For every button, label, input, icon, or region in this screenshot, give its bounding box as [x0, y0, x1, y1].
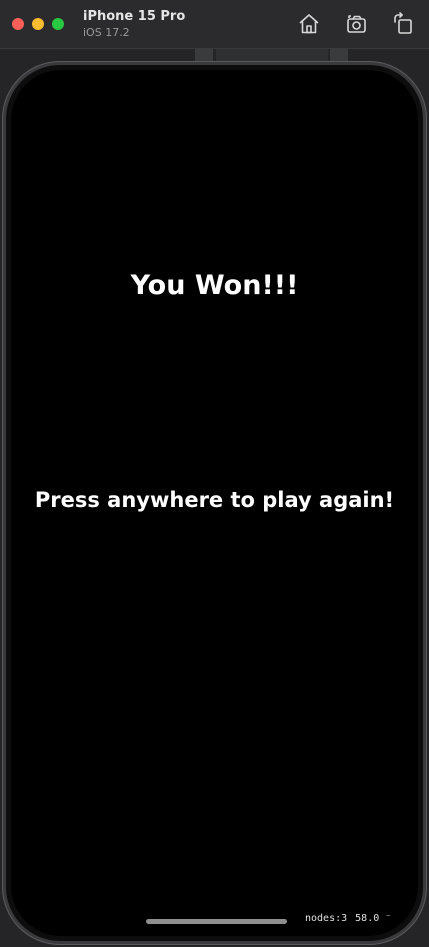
phone-frame: [2, 61, 427, 945]
os-version: iOS 17.2: [83, 26, 130, 39]
simulator-titlebar: [0, 0, 429, 49]
win-message: You Won!!!: [130, 270, 299, 301]
home-icon[interactable]: [297, 12, 321, 36]
minimize-window-button[interactable]: [32, 18, 44, 30]
game-screen[interactable]: [11, 70, 418, 936]
debug-stats: [305, 913, 399, 924]
play-again-prompt: Press anywhere to play again!: [34, 488, 395, 512]
rotate-icon[interactable]: [391, 12, 415, 36]
screenshot-icon[interactable]: [345, 12, 369, 36]
node-count: nodes:3: [305, 913, 348, 924]
fps-counter: 58.0 ⁻: [355, 913, 392, 924]
close-window-button[interactable]: [12, 18, 24, 30]
device-name: iPhone 15 Pro: [83, 9, 186, 24]
zoom-window-button[interactable]: [52, 18, 64, 30]
home-indicator[interactable]: [146, 919, 287, 924]
phone-bezel: [6, 65, 423, 941]
